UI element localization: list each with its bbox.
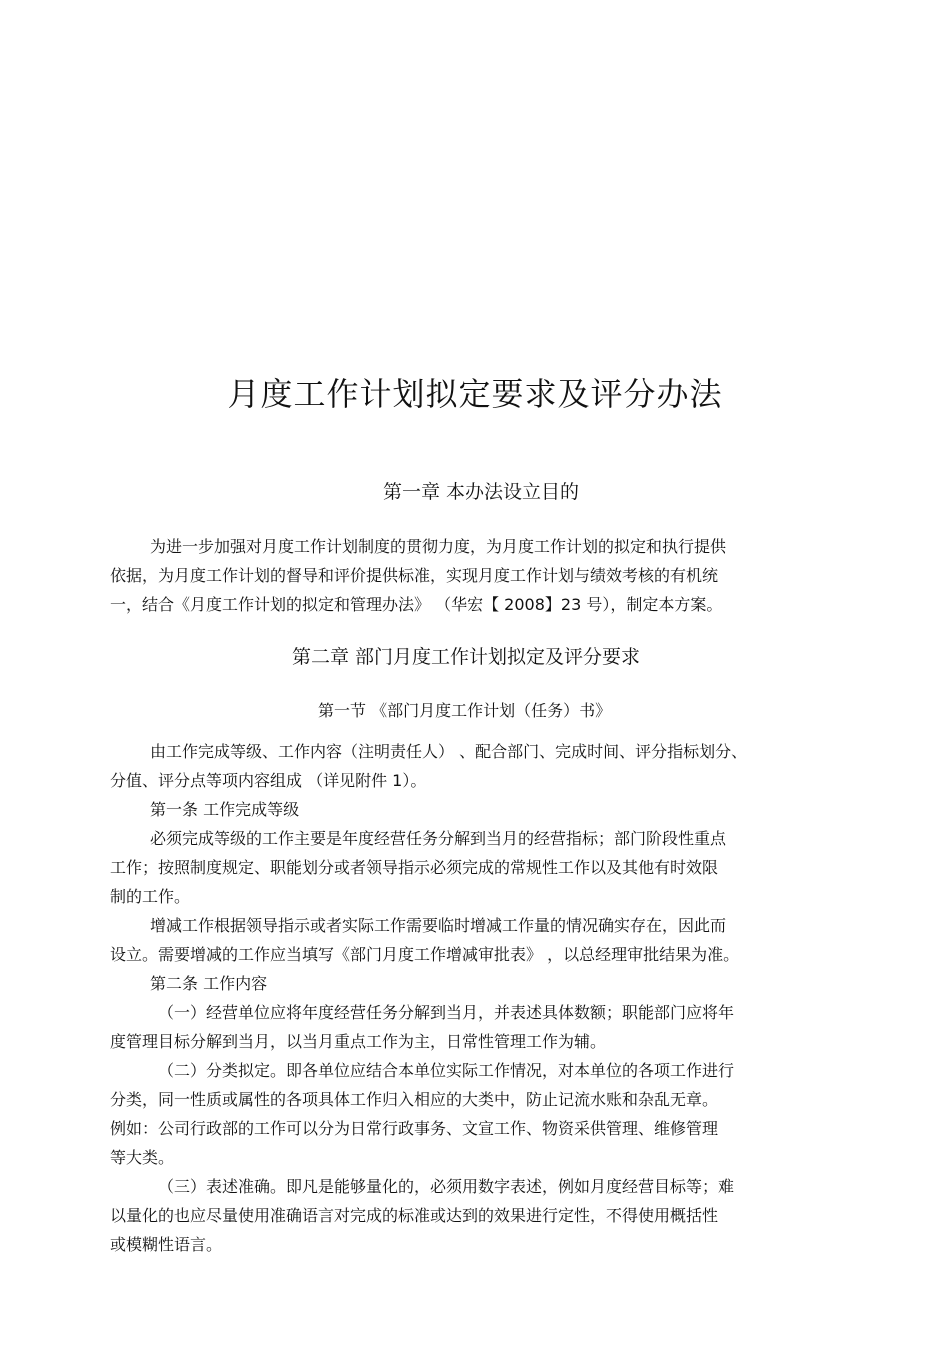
paragraph-3-line-1: 必须完成等级的工作主要是年度经营任务分解到当月的经营指标；部门阶段性重点: [150, 829, 727, 848]
paragraph-4-line-1: 增减工作根据领导指示或者实际工作需要临时增减工作量的情况确实存在，因此而: [150, 916, 727, 935]
paragraph-5-line-1: （一）经营单位应将年度经营任务分解到当月，并表述具体数额；职能部门应将年: [158, 1003, 735, 1022]
paragraph-3-line-3: 制的工作。: [110, 887, 191, 906]
section-1-heading: 第一节 《部门月度工作计划（任务）书》: [318, 701, 612, 720]
paragraph-7-line-2: 以量化的也应尽量使用准确语言对完成的标准或达到的效果进行定性，不得使用概括性: [110, 1206, 719, 1225]
paragraph-7-line-1: （三）表述准确。即凡是能够量化的，必须用数字表述，例如月度经营目标等；难: [158, 1177, 735, 1196]
paragraph-1-line-3: 一，结合《月度工作计划的拟定和管理办法》 （华宏【 2008】23 号），制定本方案。: [110, 595, 723, 614]
paragraph-4-line-2: 设立。需要增减的工作应当填写《部门月度工作增减审批表》 ，以总经理审批结果为准。: [110, 945, 740, 964]
paragraph-6-line-1: （二）分类拟定。即各单位应结合本单位实际工作情况，对本单位的各项工作进行: [158, 1061, 735, 1080]
paragraph-2-line-2: 分值、评分点等项内容组成 （详见附件 1）。: [110, 771, 427, 790]
paragraph-6-line-4: 等大类。: [110, 1148, 175, 1167]
article-2-heading: 第二条 工作内容: [150, 974, 268, 993]
paragraph-3-line-2: 工作；按照制度规定、职能划分或者领导指示必须完成的常规性工作以及其他有时效限: [110, 858, 719, 877]
chapter-1-heading: 第一章 本办法设立目的: [383, 481, 580, 503]
paragraph-1-line-1: 为进一步加强对月度工作计划制度的贯彻力度，为月度工作计划的拟定和执行提供: [150, 537, 727, 556]
paragraph-2-line-1: 由工作完成等级、工作内容（注明责任人） 、配合部门、完成时间、评分指标划分、: [150, 742, 748, 761]
document-title: 月度工作计划拟定要求及评分办法: [227, 375, 723, 413]
paragraph-7-line-3: 或模糊性语言。: [110, 1235, 223, 1254]
paragraph-6-line-3: 例如：公司行政部的工作可以分为日常行政事务、文宣工作、物资采供管理、维修管理: [110, 1119, 719, 1138]
paragraph-5-line-2: 度管理目标分解到当月，以当月重点工作为主，日常性管理工作为辅。: [110, 1032, 607, 1051]
chapter-2-heading: 第二章 部门月度工作计划拟定及评分要求: [292, 646, 641, 668]
paragraph-6-line-2: 分类，同一性质或属性的各项具体工作归入相应的大类中，防止记流水账和杂乱无章。: [110, 1090, 719, 1109]
paragraph-1-line-2: 依据，为月度工作计划的督导和评价提供标准，实现月度工作计划与绩效考核的有机统: [110, 566, 719, 585]
article-1-heading: 第一条 工作完成等级: [150, 800, 300, 819]
